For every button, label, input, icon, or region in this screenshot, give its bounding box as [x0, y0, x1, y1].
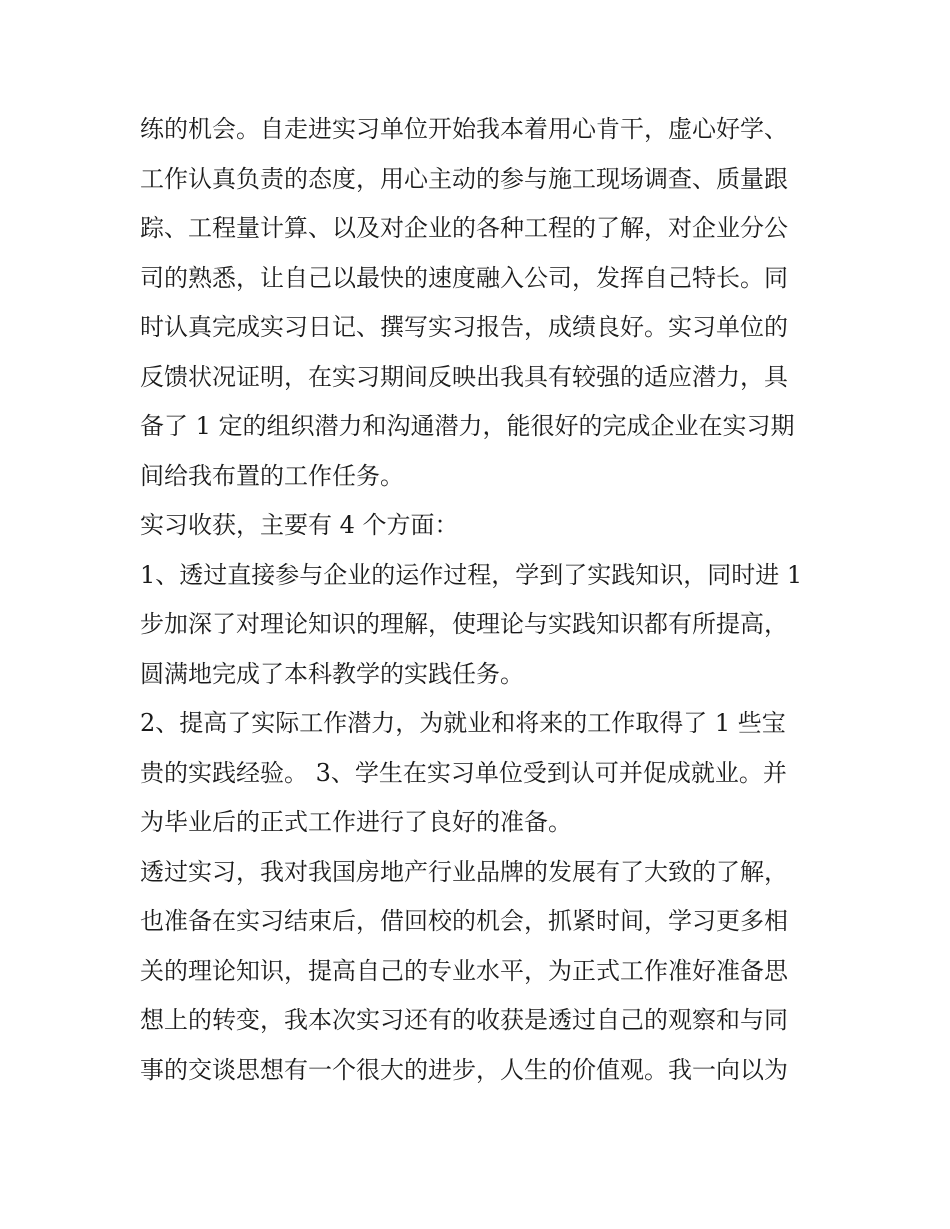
text-line: 司的熟悉，让自己以最快的速度融入公司，发挥自己特长。同: [140, 263, 788, 292]
text-line: 备了 1 定的组织潜力和沟通潜力，能很好的完成企业在实习期: [140, 412, 795, 440]
text-line: 贵的实践经验。 3、学生在实习单位受到认可并促成就业。并: [140, 758, 787, 787]
text-line: 圆满地完成了本科教学的实践任务。: [140, 659, 524, 688]
text-line: 关的理论知识，提高自己的专业水平，为正式工作准好准备思: [140, 956, 788, 985]
text-line: 反馈状况证明，在实习期间反映出我具有较强的适应潜力，具: [140, 362, 788, 391]
text-line: 间给我布置的工作任务。: [140, 461, 404, 490]
text-line: 踪、工程量计算、以及对企业的各种工程的了解，对企业分公: [140, 214, 788, 242]
text-line: 事的交谈思想有一个很大的进步，人生的价值观。我一向以为: [140, 1055, 788, 1084]
text-line: 练的机会。自走进实习单位开始我本着用心肯干，虚心好学、: [140, 115, 788, 143]
text-line: 时认真完成实习日记、撰写实习报告，成绩良好。实习单位的: [140, 313, 788, 341]
text-line: 也准备在实习结束后，借回校的机会，抓紧时间，学习更多相: [140, 907, 788, 935]
text-line: 为毕业后的正式工作进行了良好的准备。: [140, 808, 572, 836]
text-line: 工作认真负责的态度，用心主动的参与施工现场调查、质量跟: [140, 164, 788, 193]
text-line: 步加深了对理论知识的理解，使理论与实践知识都有所提高，: [140, 610, 788, 638]
text-line: 想上的转变，我本次实习还有的收获是透过自己的观察和与同: [140, 1006, 788, 1034]
text-line: 2、提高了实际工作潜力，为就业和将来的工作取得了 1 些宝: [140, 709, 786, 737]
text-line: 1、透过直接参与企业的运作过程，学到了实践知识，同时进 1: [140, 560, 803, 589]
body-text: [140, 105, 830, 1095]
text-line: 透过实习，我对我国房地产行业品牌的发展有了大致的了解，: [140, 857, 788, 886]
text-line: 实习收获，主要有 4 个方面：: [140, 511, 459, 539]
